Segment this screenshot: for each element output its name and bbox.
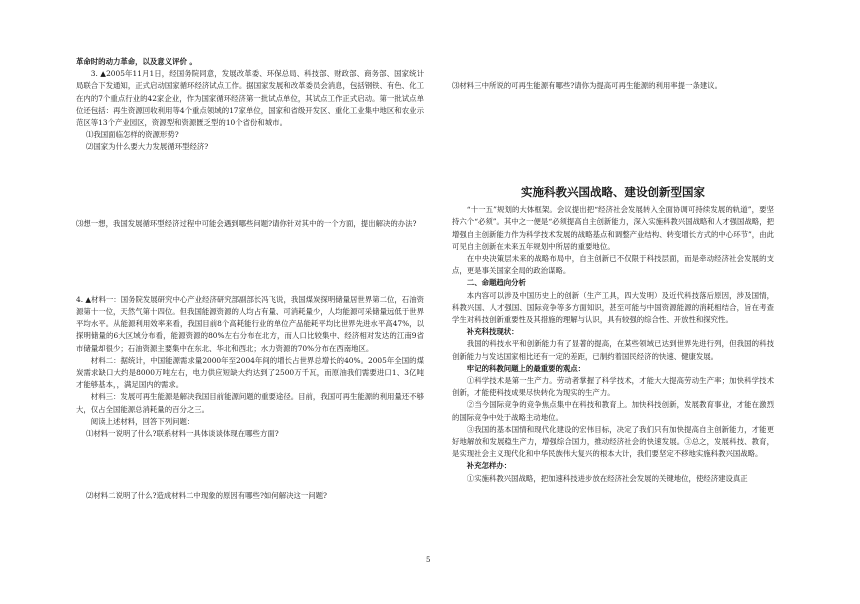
- right-column: [452, 56, 774, 485]
- left-column: [76, 56, 424, 502]
- point-2: ②当今国际竞争的竞争焦点集中在科技和教育上。加快科技创新，发展教育事业，才能在激烈的国际竞争中处于战略主动地位。: [452, 400, 774, 422]
- point-4: ①实施科教兴国战略，把加速科技进步放在经济社会发展的关键地位，使经济建设真正: [466, 473, 748, 483]
- question-3-sub-1: ⑴我国面临怎样的资源形势?: [86, 130, 179, 140]
- answer-space: [76, 230, 424, 294]
- paragraph-status: 我国的科技水平和创新能力有了显著的提高，在某些领域已达到世界先进行列，但我国的科技创新能力与发达国家相比还有一定的差距，已制约着国民经济的快速、健康发展。: [452, 339, 774, 361]
- intro-heading: 革命时的动力革命，以及意义评价 。: [76, 57, 197, 66]
- question-4-sub-3: ⑶材料三中所说的可再生能源有哪些?请你为提高可再生能源的利用率提一条建议。: [452, 81, 723, 90]
- heading-key-points: 牢记的科教问题上的最重要的观点：: [466, 363, 586, 373]
- point-3: ③我国的基本国情和现代化建设的宏伟目标，决定了我们只有加快提高自主创新能力，才能更好地解放和发展稳生产力，增强综合国力，推动经济社会的快速发展。③总之，发展科技、教育，是实现社会主义现代化和中华民族伟大复兴的根本大计，我们要坚定不移地实施科教兴国战略。: [452, 424, 774, 459]
- question-4-material-2: 材料二：据统计，中国能源需求量2000年至2004年间的增长占世界总增长的40%。2005年全国的煤炭需求缺口大约是8000万吨左右，电力供应短缺大约达到了2500万千瓦，而原油我们需要进口1、3亿吨才能够基本，，满足国内的需求。: [76, 355, 424, 390]
- section-title: 实施科教兴国战略、建设创新型国家: [521, 185, 705, 200]
- question-3-sub-3: ⑶想一想，我国发展循环型经济过程中可能会遇到哪些问题?请你针对其中的一个方面，提出解决的办法?: [76, 218, 417, 228]
- answer-space: [76, 154, 424, 218]
- paragraph-analysis: 本内容可以涉及中国历史上的创新（生产工具，四大发明）及近代科技落后原因，涉及国情，科教兴国、人才强国、国际竞争等多方面知识，甚至可能与中国资源能源的消耗相结合，旨在考查学生对科技创新重要性及其措施的理解与认识，具有较强的综合性、开放性和探究性。: [452, 290, 774, 325]
- paragraph-strategy: 在中央决策层未来的战略布局中，自主创新已不仅限于科技层面，而是牵动经济社会发展的支点，更是事关国家全局的政治谋略。: [452, 254, 774, 276]
- question-4-sub-2: ⑵材料二说明了什么?造成材料二中现象的原因有哪些?如何解决这一问题?: [86, 491, 327, 501]
- paragraph-framework: “十一五”规划的大体框架。会议提出把“经济社会发展转入全面协调可持续发展的轨道”，要坚持六个“必须”。其中之一便是“必须提高自主创新能力，深入实施科教兴国战略和人才强国战略，把增强自主创新能力作为科学技术发展的战略基点和调整产业结构、转变增长方式的中心环节”，由此可见自主创新在未来五年规划中所居的重要地位。: [452, 205, 774, 251]
- heading-measures: 补充怎样办：: [466, 461, 512, 471]
- question-3-body: 3. ▲2005年11月1日，经国务院同意，发展改革委、环保总局、科技部、财政部、商务部、国家统计局联合下发通知，正式启动国家循环经济试点工作。据国家发展和改革委员会消息，包括钢铁、有色、化工在内的7个重点行业的42家企业，作为国家循环经济第一批试点单位，其试点工作正式启动。第一批试点单位还包括：再生资源回收利用等4个重点领域的17家单位，国家和省级开发区、重化工业集中地区和农业示范区等13个产业园区，资源型和资源匮乏型的10个省份和城市。: [76, 69, 424, 128]
- question-4-sub-1: ⑴材料一说明了什么?联系材料一具体谈谈体现在哪些方面?: [86, 429, 279, 439]
- question-4-material-3: 材料三：发展可再生能源是解决我国目前能源问题的重要途径。目前，我国可再生能源的利用量还不够大，仅占全国能源总消耗量的百分之三。: [76, 392, 424, 414]
- heading-status: 补充科技现状：: [466, 327, 519, 337]
- heading-analysis: 二、命题趋向分析: [466, 278, 526, 288]
- question-3-sub-2: ⑵国家为什么要大力发展循环型经济?: [86, 142, 209, 152]
- answer-space: [76, 440, 424, 490]
- point-1: ①科学技术是第一生产力。劳动者掌握了科学技术，才能大大提高劳动生产率；加快科学技术创新，才能使科技成果尽快转化为现实的生产力。: [452, 376, 774, 398]
- page-number: 5: [426, 556, 431, 564]
- question-4-material-1: 4. ▲材料一：国务院发展研究中心产业经济研究部副部长冯飞说，我国煤炭探明储量居世界第二位，石油资源第十一位，天然气第十四位。但我国能源资源的人均占有量、可消耗量少，人均能源可采储量远低于世界平均水平。从能源利用效率来看，我国目前8个高耗能行业的单位产品能耗平均比世界先进水平高47%，以探明储量的6大区域分布看，能源资源的80%左右分布在北方，而人口比较集中、经济相对发达的江南9省市储量却很少；石油资源主要集中在东北、华北和西北；水力资源的70%分布在西南地区。: [76, 294, 424, 353]
- answer-space: [452, 92, 774, 184]
- question-4-read-prompt: 阅读上述材料，回答下列问题：: [90, 416, 195, 426]
